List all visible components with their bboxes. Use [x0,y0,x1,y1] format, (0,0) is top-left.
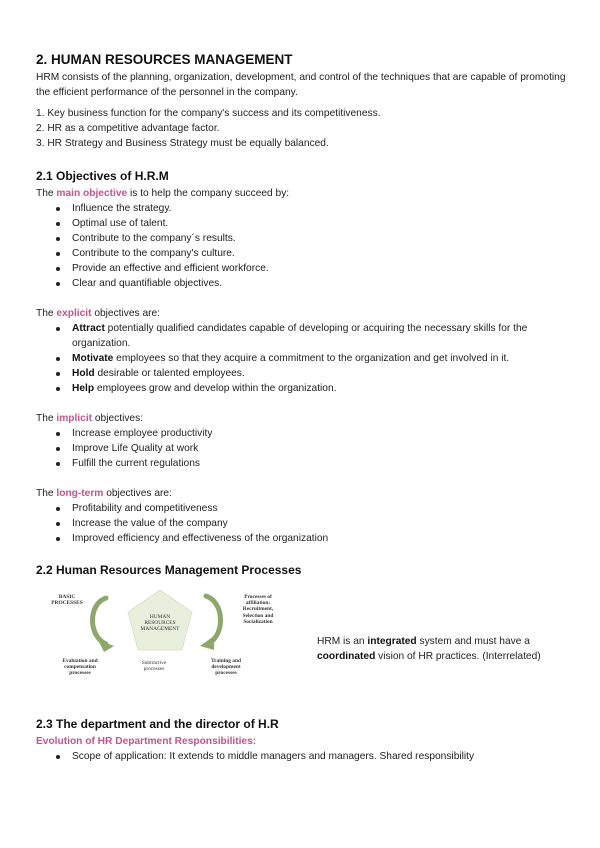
numbered-item: 1. Key business function for the company's success and its competitiveness. [36,108,381,119]
longterm-highlight: long-term [56,488,104,499]
implicit-objectives-intro: The implicit objectives: [36,413,144,424]
list-item: Provide an effective and efficient workforce. [36,261,570,276]
numbered-item: 3. HR Strategy and Business Strategy must be equally balanced. [36,138,329,149]
implicit-highlight: implicit [56,413,93,424]
hr-evolution-subtitle: Evolution of HR Department Responsibilities: [36,736,257,747]
list-item: Increase employee productivity [36,426,570,441]
list-item: Scope of application: It extends to middle managers and managers. Shared responsibility [36,749,570,764]
section-2-title: 2. HUMAN RESOURCES MANAGEMENT [36,52,293,67]
explicit-objectives-intro: The explicit objectives are: [36,308,161,319]
document-page [36,52,570,764]
hrm-center-label: HUMAN RESOURCES MANAGEMENT [140,614,180,633]
list-item: Contribute to the company's culture. [36,246,570,261]
list-item: Improved efficiency and effectiveness of the organization [36,531,570,546]
section-2-1-title: 2.1 Objectives of H.R.M [36,169,169,183]
subtractive-processes-label: Subtractive processes [141,660,167,673]
list-item: Attract potentially qualified candidates capable of developing or acquiring the necessary skills for the organization. [36,321,570,351]
list-item: Help employees grow and develop within the organization. [36,381,570,396]
hrm-integrated-note: HRM is an integrated system and must have a coordinated vision of HR practices. (Interrelated) [317,636,541,662]
list-item: Profitability and competitiveness [36,501,570,516]
main-objective-intro: The main objective is to help the company succeed by: [36,188,290,199]
list-item: Contribute to the company´s results. [36,231,570,246]
main-objective-highlight: main objective [56,188,128,199]
numbered-item: 2. HR as a competitive advantage factor. [36,123,220,134]
affiliation-processes-label: Processes of affiliation: Recruitment, Selection and Socialization [242,594,274,625]
list-item: Optimal use of talent. [36,216,570,231]
implicit-objectives-list [36,426,570,471]
list-item: Motivate employees so that they acquire a commitment to the organization and get involved in it. [36,351,570,366]
section-2-intro: HRM consists of the planning, organization, development, and control of the techniques that are capable of promoting the efficient performance of the personnel in the company. [36,72,566,98]
left-cycle-arrow-icon [93,598,107,644]
section-2-2-title: 2.2 Human Resources Management Processes [36,563,302,577]
list-item: Improve Life Quality at work [36,441,570,456]
longterm-objectives-list [36,501,570,546]
explicit-highlight: explicit [56,308,92,319]
longterm-objectives-intro: The long-term objectives are: [36,488,172,499]
list-item: Fulfill the current regulations [36,456,570,471]
basic-processes-label: BASIC PROCESSES [51,594,83,607]
processes-row [36,588,570,684]
main-objectives-list [36,201,570,291]
hr-evolution-list [36,749,570,764]
list-item: Clear and quantifiable objectives. [36,276,570,291]
section-2-3-title: 2.3 The department and the director of H.R [36,717,279,731]
evaluation-processes-label: Evaluation and compensation processes [62,658,98,677]
list-item: Hold desirable or talented employees. [36,366,570,381]
numbered-list [36,106,570,151]
hrm-processes-diagram [36,588,286,684]
training-processes-label: Training and development processes [210,658,241,677]
list-item: Increase the value of the company [36,516,570,531]
explicit-objectives-list [36,321,570,396]
right-arrow-head-icon [200,636,214,650]
list-item: Influence the strategy. [36,201,570,216]
